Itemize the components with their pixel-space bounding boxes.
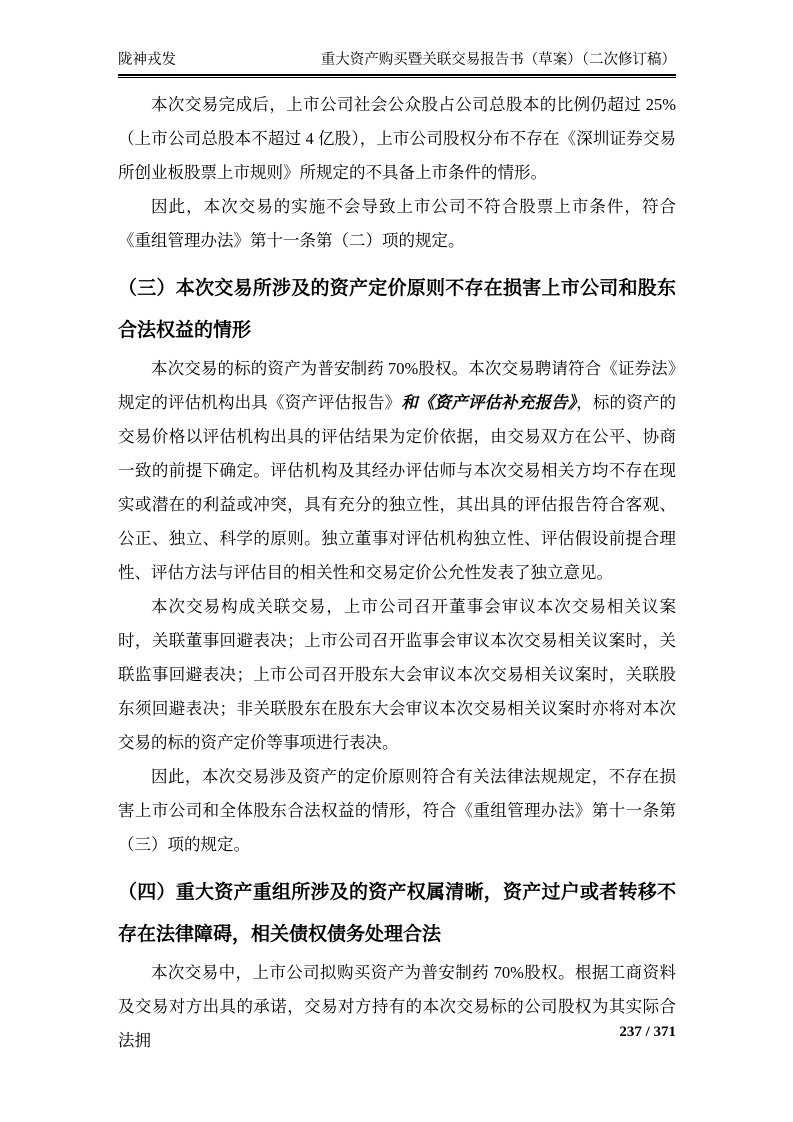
- paragraph-listing-condition-conclusion: [118, 190, 676, 258]
- text-segment: 本次交易构成关联交易，上市公司召开董事会审议本次交易相关议案时，关联董事回避表决；上市公司召开监事会审议本次交易相关议案时，关联监事回避表决；上市公司召开股东大会审议本次交易相关议案时，关联股东须回避表决；非关联股东在股东大会审议本次交易相关议案时亦将对本次交易的标的资产定价等事项进行表决。: [118, 597, 676, 752]
- text-segment: 本次交易完成后，上市公司社会公众股占公司总股本的比例仍超过 25%（上市公司总股本不超过 4 亿股），上市公司股权分布不存在《深圳证券交易所创业板股票上市规则》所规定的不具备上市条件的情形。: [118, 95, 676, 182]
- page-header: [118, 50, 676, 76]
- text-segment: 和《资产评估补充报告》: [401, 393, 577, 412]
- text-segment: 本次交易中，上市公司拟购买资产为普安制药 70%股权。根据工商资料及交易对方出具的承诺，交易对方持有的本次交易标的公司股权为其实际合法拥: [118, 963, 676, 1050]
- paragraph-pricing-conclusion: [118, 760, 676, 862]
- document-body: [118, 88, 676, 1058]
- heading-section-4: [118, 872, 676, 956]
- paragraph-related-party-voting: [118, 590, 676, 760]
- page-number: 237 / 371: [619, 1024, 676, 1040]
- header-document-title: 重大资产购买暨关联交易报告书（草案）（二次修订稿）: [320, 52, 676, 68]
- text-segment: 因此，本次交易涉及资产的定价原则符合有关法律法规规定，不存在损害上市公司和全体股东合法权益的情形，符合《重组管理办法》第十一条第（三）项的规定。: [118, 767, 676, 854]
- page-footer: [619, 1022, 676, 1042]
- header-company-name: 陇神戎发: [118, 52, 176, 68]
- text-segment: （四）重大资产重组所涉及的资产权属清晰，资产过户或者转移不存在法律障碍，相关债权债务处理合法: [118, 882, 676, 945]
- heading-section-3: [118, 268, 676, 352]
- paragraph-asset-pricing: [118, 352, 676, 590]
- text-segment: 因此，本次交易的实施不会导致上市公司不符合股票上市条件，符合《重组管理办法》第十一条第（二）项的规定。: [118, 197, 676, 250]
- text-segment: 本次交易的标的资产为普安制药 70%股权。本次交易聘请符合《证券法》规定的评估机构出具《资产评估报告》: [118, 359, 676, 412]
- paragraph-public-shareholding: [118, 88, 676, 190]
- paragraph-asset-ownership: [118, 956, 676, 1058]
- text-segment: ，标的资产的交易价格以评估机构出具的评估结果为定价依据，由交易双方在公平、协商一致的前提下确定。评估机构及其经办评估师与本次交易相关方均不存在现实或潜在的利益或冲突，具有充分的独立性，其出具的评估报告符合客观、公正、独立、科学的原则。独立董事对评估机构独立性、评估假设前提合理性、评估方法与评估目的相关性和交易定价公允性发表了独立意见。: [118, 393, 677, 582]
- text-segment: （三）本次交易所涉及的资产定价原则不存在损害上市公司和股东合法权益的情形: [118, 278, 676, 341]
